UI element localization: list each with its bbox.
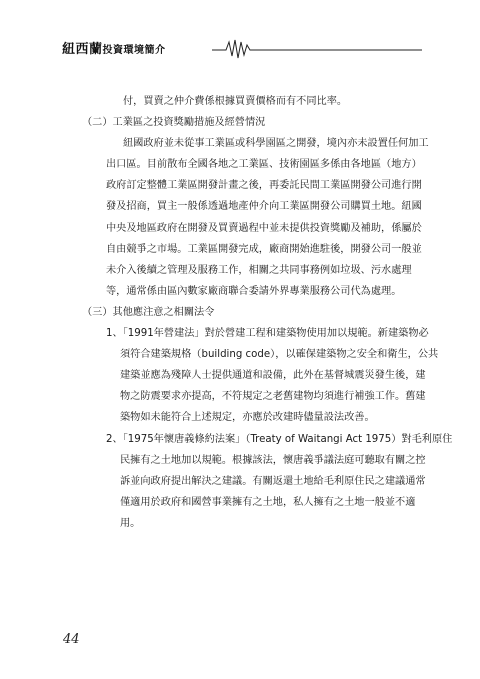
body-text [74, 91, 453, 534]
header-title-sub: 投資環境簡介 [102, 45, 166, 56]
text-line: 須符合建築規格（building code），以確保建築物之安全和衛生，公共 [120, 349, 439, 361]
text-line: 出口區。目前散布全國各地之工業區、技術園區多係由各地區（地方） [106, 159, 422, 171]
text-line: 付，買賣之仲介費係根據買賣價格而有不同比率。 [123, 96, 348, 107]
running-header [62, 36, 422, 60]
header-title-main: 紐西蘭 [62, 42, 103, 57]
text-line: 建築並應為殘障人士提供通道和設備，此外在基督城震災發生後，建 [120, 370, 426, 382]
text-line: 用。 [120, 517, 141, 529]
header-title [62, 38, 166, 57]
text-line: 中央及地區政府在開發及買賣過程中並未提供投資獎勵及補助，係屬於 [106, 222, 422, 234]
text-line: 築物如未能符合上述規定，亦應於改建時儘量設法改善。 [120, 412, 375, 424]
text-line: （二）工業區之投資獎勵措施及經營情況 [82, 117, 266, 129]
text-line: 訴並向政府提出解決之建議。有關返還土地給毛利原住民之建議通常 [120, 475, 426, 487]
text-line: 僅適用於政府和國營事業擁有之土地，私人擁有之土地一般並不適 [120, 496, 416, 508]
text-line: 政府訂定整體工業區開發計畫之後，再委託民間工業區開發公司進行開 [106, 180, 422, 192]
text-line: （三）其他應注意之相關法令 [82, 306, 215, 318]
text-line: 物之防震要求亦提高，不符規定之老舊建物均須進行補強工作。舊建 [120, 391, 426, 403]
text-line: 紐國政府並未從事工業區或科學園區之開發，境內亦未設置任何加工 [123, 138, 429, 150]
text-line: 等，通常係由區內數家廠商聯合委請外界專業服務公司代為處理。 [106, 285, 402, 297]
page-number: 44 [63, 632, 80, 647]
text-line: 民擁有之土地加以規範。根據該法，懷唐義爭議法庭可聽取有關之控 [120, 454, 426, 466]
text-line: 發及招商，買主一般係透過地產仲介向工業區開發公司購買土地。紐國 [106, 201, 422, 213]
text-line: 1、「1991年營建法」對於營建工程和建築物使用加以規範。新建築物必 [106, 328, 429, 340]
text-line: 未介入後續之管理及服務工作，相關之共同事務例如垃圾、污水處理 [106, 264, 412, 276]
text-line: 2、「1975年懷唐義條約法案」（Treaty of Waitangi Act 1975）對毛利原住 [106, 433, 453, 445]
text-line: 自由競爭之市場。工業區開發完成，廠商開始進駐後，開發公司一般並 [106, 243, 422, 255]
